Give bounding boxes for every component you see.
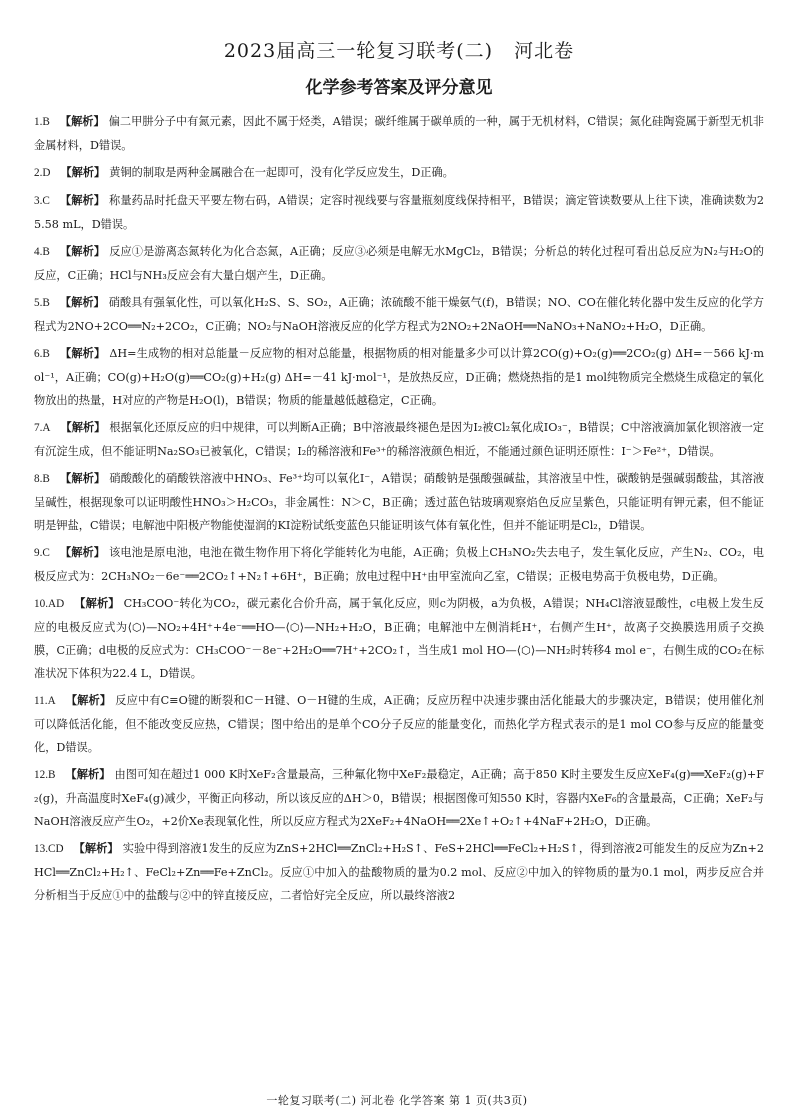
question-number: 12.B bbox=[34, 769, 56, 781]
question-number: 10.AD bbox=[34, 598, 65, 610]
question-number: 4.B bbox=[34, 246, 50, 258]
explanation-text: 黄铜的制取是两种金属融合在一起即可，没有化学反应发生，D正确。 bbox=[109, 166, 454, 179]
answer-item bbox=[34, 689, 764, 759]
question-number: 8.B bbox=[34, 473, 50, 485]
explanation-text: 硝酸具有强氧化性，可以氧化H₂S、S、SO₂，A正确；浓硫酸不能干燥氨气(f)，B错误；NO、CO在催化转化器中发生反应的化学方程式为2NO+2CO══N₂+2CO₂，C正确；NO₂与NaOH溶液反应的化学方程式为2NO₂+2NaOH══NaNO₃+NaNO₂+H₂O，D正确。 bbox=[34, 296, 764, 333]
answer-item bbox=[34, 110, 764, 157]
question-number: 13.CD bbox=[34, 843, 64, 855]
answer-item bbox=[34, 763, 764, 833]
exam-title: 2023届高三一轮复习联考(二) 河北卷 bbox=[223, 40, 575, 62]
analysis-tag: 【解析】 bbox=[59, 546, 106, 559]
question-number: 2.D bbox=[34, 167, 51, 179]
analysis-tag: 【解析】 bbox=[59, 347, 106, 360]
analysis-tag: 【解析】 bbox=[73, 842, 119, 855]
question-number: 5.B bbox=[34, 297, 50, 309]
document-subtitle: 化学参考答案及评分意见 bbox=[305, 78, 493, 98]
analysis-tag: 【解析】 bbox=[60, 421, 106, 434]
explanation-text: 硝酸酸化的硝酸铁溶液中HNO₃、Fe³⁺均可以氧化I⁻，A错误；硝酸钠是强酸强碱盐，其溶液呈中性，碳酸钠是强碱弱酸盐，其溶液呈碱性，根据现象可以证明酸性HNO₃＞H₂CO₃，非金属性：N＞C，B正确；透过蓝色钴玻璃观察焰色反应呈紫色，只能证明有钾元素，但不能证明是钾盐，C错误；电解池中阳极产物能使湿润的KI淀粉试纸变蓝色只能证明该气体有氧化性，但并不能证明是Cl₂，D错误。 bbox=[34, 472, 764, 532]
answer-item bbox=[34, 416, 764, 463]
question-number: 9.C bbox=[34, 547, 50, 559]
answer-item bbox=[34, 189, 764, 236]
analysis-tag: 【解析】 bbox=[65, 768, 111, 781]
answer-item bbox=[34, 592, 764, 685]
analysis-tag: 【解析】 bbox=[59, 194, 106, 207]
question-number: 7.A bbox=[34, 422, 51, 434]
analysis-tag: 【解析】 bbox=[74, 597, 120, 610]
page-footer: 一轮复习联考(二) 河北卷 化学答案 第 1 页(共3页) bbox=[266, 1094, 528, 1107]
analysis-tag: 【解析】 bbox=[59, 472, 106, 485]
question-number: 1.B bbox=[34, 116, 50, 128]
explanation-text: 称量药品时托盘天平要左物右码，A错误；定容时视线要与容量瓶刻度线保持相平，B错误；滴定管读数要从上往下读，准确读数为25.58 mL，D错误。 bbox=[34, 194, 764, 231]
question-number: 3.C bbox=[34, 195, 50, 207]
analysis-tag: 【解析】 bbox=[59, 245, 106, 258]
explanation-text: CH₃COO⁻转化为CO₂，碳元素化合价升高，属于氧化反应，则c为阴极，a为负极，A错误；NH₄Cl溶液显酸性，c电极上发生反应的电极反应式为⟨⬡⟩—NO₂+4H⁺+4e⁻══HO—⟨⬡⟩—NH₂+H₂O，B正确；电解池中左侧消耗H⁺，右侧产生H⁺，故离子交换膜选用质子交换膜，C正确；d电极的反应式为：CH₃COO⁻－8e⁻+2H₂O══7H⁺+2CO₂↑，当生成1 mol HO—⟨⬡⟩—NH₂时转移4 mol e⁻，右侧生成的CO₂在标准状况下体积为22.4 L，D错误。 bbox=[34, 597, 764, 680]
answer-item bbox=[34, 342, 764, 412]
explanation-text: 根据氧化还原反应的归中规律，可以判断A正确；B中溶液最终褪色是因为I₂被Cl₂氧化成IO₃⁻，B错误；C中溶液滴加氯化钡溶液一定有沉淀生成，但不能证明Na₂SO₃已被氧化，C错误；I₂的稀溶液和Fe³⁺的稀溶液颜色相近，不能通过颜色证明还原性：I⁻＞Fe²⁺，D错误。 bbox=[34, 421, 764, 458]
analysis-tag: 【解析】 bbox=[65, 694, 112, 707]
analysis-tag: 【解析】 bbox=[60, 166, 106, 179]
question-number: 6.B bbox=[34, 348, 50, 360]
explanation-text: 偏二甲肼分子中有氮元素，因此不属于烃类，A错误；碳纤维属于碳单质的一种，属于无机材料，C错误；氮化硅陶瓷属于新型无机非金属材料，D错误。 bbox=[34, 115, 764, 152]
answer-item bbox=[34, 467, 764, 537]
answer-item bbox=[34, 291, 764, 338]
analysis-tag: 【解析】 bbox=[59, 115, 105, 128]
explanation-text: 该电池是原电池，电池在微生物作用下将化学能转化为电能，A正确；负极上CH₃NO₂失去电子，发生氧化反应，产生N₂、CO₂，电极反应式为：2CH₃NO₂－6e⁻══2CO₂↑+N₂↑+6H⁺，B正确；放电过程中H⁺由甲室流向乙室，C错误；正极电势高于负极电势，D正确。 bbox=[34, 546, 764, 583]
answer-item bbox=[34, 240, 764, 287]
question-number: 11.A bbox=[34, 695, 56, 707]
explanation-text: 由图可知在超过1 000 K时XeF₂含量最高，三种氟化物中XeF₂最稳定，A正确；高于850 K时主要发生反应XeF₄(g)══XeF₂(g)+F₂(g)，升高温度时XeF₄(g)减少，平衡正向移动，所以该反应的ΔH＞0，B错误；根据图像可知550 K时，容器内XeF₆的含量最高，C正确；XeF₂与NaOH溶液反应产生O₂，+2价Xe表现氧化性，所以反应方程式为2XeF₂+4NaOH══2Xe↑+O₂↑+4NaF+2H₂O，D正确。 bbox=[34, 768, 764, 828]
answer-item bbox=[34, 541, 764, 588]
explanation-text: 反应①是游离态氮转化为化合态氮，A正确；反应③必须是电解无水MgCl₂，B错误；分析总的转化过程可看出总反应为N₂与H₂O的反应，C正确；HCl与NH₃反应会有大量白烟产生，D正确。 bbox=[34, 245, 764, 282]
answer-item bbox=[34, 837, 764, 907]
analysis-tag: 【解析】 bbox=[59, 296, 105, 309]
explanation-text: ΔH=生成物的相对总能量－反应物的相对总能量，根据物质的相对能量多少可以计算2CO(g)+O₂(g)══2CO₂(g) ΔH=－566 kJ·mol⁻¹，A正确；CO(g)+H₂O(g)══CO₂(g)+H₂(g) ΔH=－41 kJ·mol⁻¹，是放热反应，D正确；燃烧热指的是1 mol纯物质完全燃烧生成稳定的氧化物放出的热量，H对应的产物是H₂O(l)，B错误；物质的能量越低越稳定，C正确。 bbox=[34, 347, 764, 407]
answer-list bbox=[34, 110, 764, 907]
explanation-text: 实验中得到溶液1发生的反应为ZnS+2HCl══ZnCl₂+H₂S↑、FeS+2HCl══FeCl₂+H₂S↑，得到溶液2可能发生的反应为Zn+2HCl══ZnCl₂+H₂↑、FeCl₂+Zn══Fe+ZnCl₂。反应①中加入的盐酸物质的量为0.2 mol、反应②中加入的锌物质的量为0.1 mol，两步反应合并分析相当于反应①中的盐酸与②中的锌直接反应，二者恰好完全反应，所以最终溶液2 bbox=[34, 842, 764, 902]
answer-item bbox=[34, 161, 764, 185]
explanation-text: 反应中有C≡O键的断裂和C－H键、O－H键的生成，A正确；反应历程中决速步骤由活化能最大的步骤决定，B错误；使用催化剂可以降低活化能，但不能改变反应热，C错误；图中给出的是单个CO分子反应的能量变化，而热化学方程式表示的是1 mol CO参与反应的能量变化，D错误。 bbox=[34, 694, 764, 754]
